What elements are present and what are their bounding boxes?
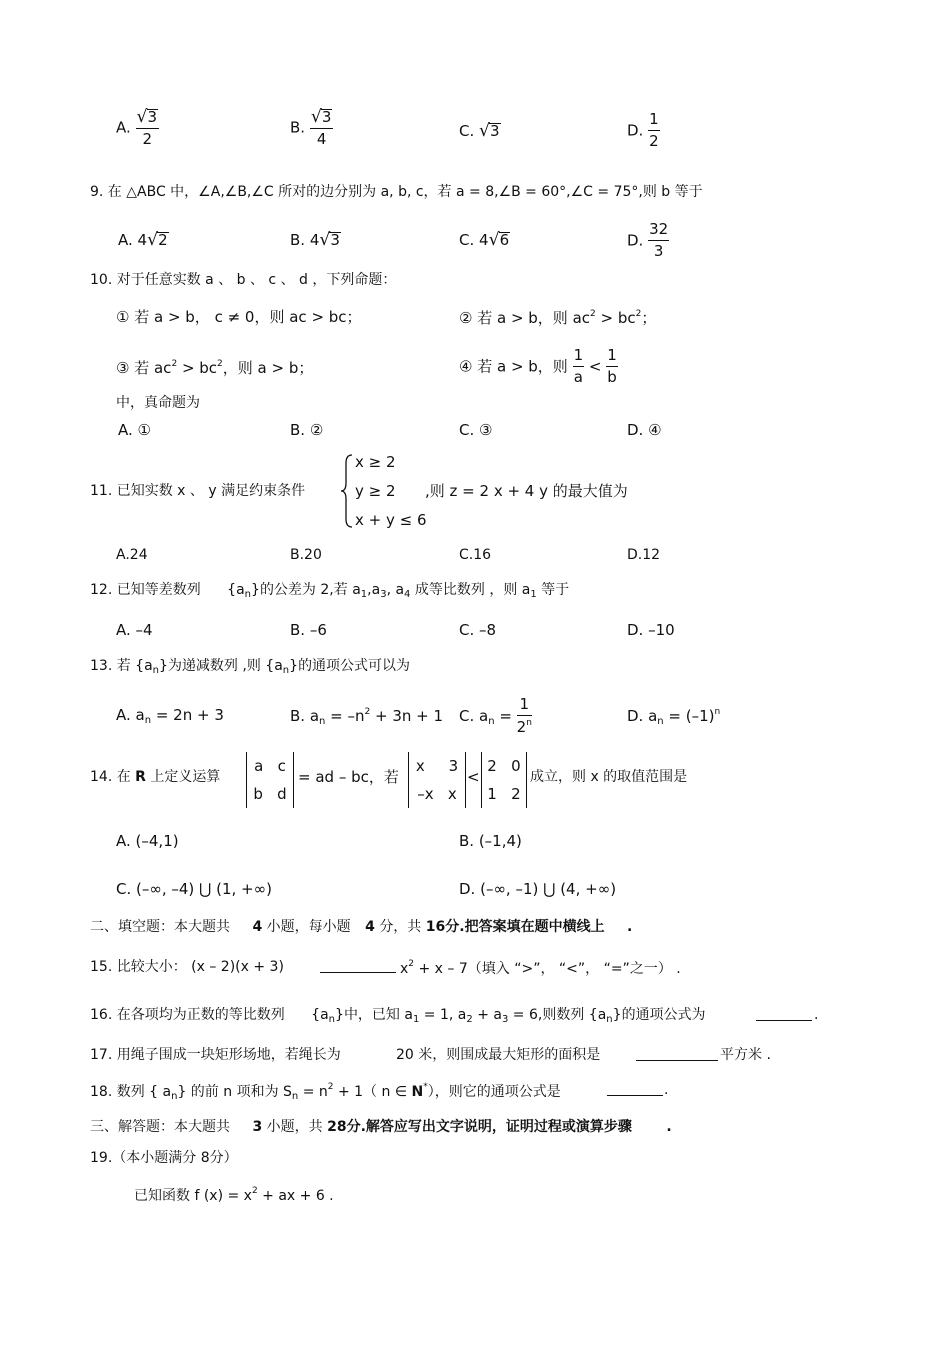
q14-option-d[interactable]: D. (–∞, –1) ⋃ (4, +∞) <box>459 880 617 898</box>
q10-proposition-2: ② 若 a > b，则 $ac^2 > bc^2$； <box>459 309 657 327</box>
q14-option-c[interactable]: C. (–∞, –4) ⋃ (1, +∞) <box>116 880 272 898</box>
q14-equals: = ad – bc，若 <box>298 768 399 786</box>
q12-stem: 12. 已知等差数列 $\{a_n\}$的公差为 2,若 $a_1,a_3$, $a_4$ 成等比数列 ，则 $a_1$ 等于 <box>90 582 570 600</box>
q14-stem: 14. 在 R 上定义运算 <box>90 769 221 785</box>
q10-tail: 中，真命题为 <box>116 395 200 411</box>
q14-less-than: < <box>467 768 480 786</box>
q15-stem-tail: $x^2 + x - 7$（填入 “>”， “<”， “=”之一） . <box>400 959 681 977</box>
q9-option-a[interactable]: A. 4√2 <box>118 230 168 250</box>
q9-option-c[interactable]: C. 4√6 <box>459 230 510 250</box>
q11-stem: 11. 已知实数 x 、 y 满足约束条件 <box>90 483 306 499</box>
q14-option-a[interactable]: A. (–4,1) <box>116 832 179 850</box>
q8-option-d[interactable]: D. $\frac{1}{2}$ <box>627 110 659 150</box>
q14-stem-tail: 成立，则 x 的取值范围是 <box>530 769 688 785</box>
q17-stem: 17. 用绳子围成一块矩形场地，若绳长为 <box>90 1047 341 1063</box>
q10-stem: 10. 对于任意实数 a 、 b 、 c 、 d ，下列命题： <box>90 272 397 288</box>
q10-option-d[interactable]: D. ④ <box>627 421 662 439</box>
section-3-heading: 三、解答题：本大题共 3 小题，共 28分.解答应写出文字说明，证明过程或演算步骤 . <box>90 1119 672 1135</box>
fraction: $\frac{√3}{2}$ <box>136 107 158 149</box>
q16-stem: 16. 在各项均为正数的等比数列 $\{a_n\}$中，已知 $a_1 = 1$, $a_2 + a_3 = 6$,则数列 $\{a_n\}$的通项公式为 <box>90 1007 706 1025</box>
q13-stem: 13. 若 $\{a_n\}$为递减数列 ,则 $\{a_n\}$的通项公式可以为 <box>90 658 411 676</box>
q13-option-b[interactable]: B. $a_n = -n^2 + 3n + 1$ <box>290 707 444 727</box>
fraction: $\frac{32}{3}$ <box>649 220 669 260</box>
q14-option-b[interactable]: B. (–1,4) <box>459 832 522 850</box>
q9-option-d[interactable]: D. $\frac{32}{3}$ <box>627 220 669 260</box>
q16-period: . <box>814 1007 819 1023</box>
q13-option-a[interactable]: A. $a_n = 2n + 3$ <box>116 706 224 726</box>
q10-option-c[interactable]: C. ③ <box>459 421 493 439</box>
section-2-heading: 二、填空题：本大题共 4 小题，每小题 4 分，共 16分.把答案填在题中横线上 . <box>90 919 633 935</box>
q15-answer-blank[interactable] <box>320 972 396 973</box>
q11-option-a[interactable]: A.24 <box>116 547 148 563</box>
q17-answer-blank[interactable] <box>636 1060 718 1061</box>
q13-option-d[interactable]: D. $a_n = (-1)^n$ <box>627 707 721 727</box>
q11-option-c[interactable]: C.16 <box>459 547 492 563</box>
q16-answer-blank[interactable] <box>756 1020 812 1021</box>
q11-option-d[interactable]: D.12 <box>627 547 661 563</box>
q13-option-c[interactable]: C. $a_n$ = $\frac{1}{2^n}$ <box>459 695 532 736</box>
q8-option-a[interactable]: A. $\frac{√3}{2}$ <box>116 107 158 149</box>
q19-heading: 19.（本小题满分 8分） <box>90 1150 238 1166</box>
q12-option-c[interactable]: C. –8 <box>459 621 497 639</box>
q11-constraint-3: x + y ≤ 6 <box>355 511 427 529</box>
q12-option-b[interactable]: B. –6 <box>290 621 327 639</box>
q18-stem: 18. 数列 { $a_n$} 的前 n 项和为 $S_n = n^2 + 1$（ n ∈ N*），则它的通项公式是 <box>90 1082 561 1102</box>
q12-option-a[interactable]: A. –4 <box>116 621 153 639</box>
q11-constraint-1: x ≥ 2 <box>355 453 396 471</box>
q10-option-b[interactable]: B. ② <box>290 421 324 439</box>
q11-option-b[interactable]: B.20 <box>290 547 322 563</box>
q19-function: 已知函数 f $(x) = x^2$ + ax + 6 . <box>134 1186 334 1204</box>
q8-option-b[interactable]: B. $\frac{√3}{4}$ <box>290 107 332 149</box>
q9-option-b[interactable]: B. 4√3 <box>290 230 340 250</box>
q14-determinant-left: x 3 –x x <box>408 752 466 808</box>
q14-determinant-definition: a c b d <box>246 752 294 808</box>
q12-option-d[interactable]: D. –10 <box>627 621 675 639</box>
q18-period: . <box>664 1082 669 1098</box>
fraction: $\frac{1}{2}$ <box>649 110 659 150</box>
q10-proposition-4: ④ 若 a > b，则 $\frac{1}{a}$ < $\frac{1}{b}$ <box>459 346 617 386</box>
q10-proposition-1: ① 若 a > b， c ≠ 0，则 ac > bc； <box>116 308 362 326</box>
q10-option-a[interactable]: A. ① <box>118 421 151 439</box>
q14-determinant-right: 2 0 1 2 <box>481 752 527 808</box>
q17-stem-mid: 20 米，则围成最大矩形的面积是 <box>396 1047 601 1063</box>
q11-constraint-2: y ≥ 2 <box>355 482 396 500</box>
q8-option-c[interactable]: C. √3 <box>459 121 500 141</box>
q11-stem-tail: ,则 z = 2 x + 4 y 的最大值为 <box>425 482 628 500</box>
q9-stem: 9. 在 △ABC 中，∠A,∠B,∠C 所对的边分别为 a, b, c，若 a = 8,∠B = 60°,∠C = 75°,则 b 等于 <box>90 184 703 200</box>
q18-answer-blank[interactable] <box>607 1095 663 1096</box>
q10-proposition-3: ③ 若 $ac^2 > bc^2$，则 a > b； <box>116 359 314 377</box>
q15-stem: 15. 比较大小： (x – 2)(x + 3) <box>90 959 284 975</box>
q17-unit: 平方米 . <box>720 1047 771 1063</box>
fraction: $\frac{√3}{4}$ <box>310 107 332 149</box>
